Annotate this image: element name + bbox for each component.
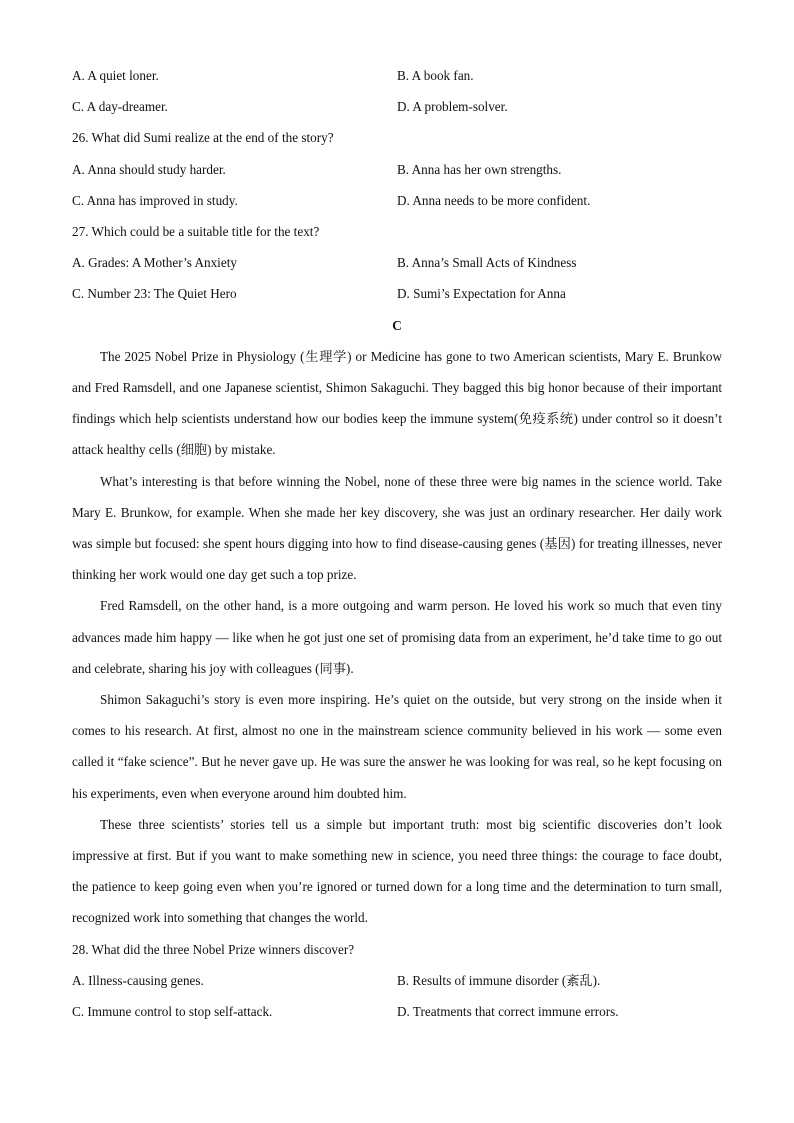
passage-paragraph-1: The 2025 Nobel Prize in Physiology (生理学) or Medicine has gone to two American scientists, Mary E. Brunkow and Fred Ramsdell, and one Japanese scientist, Shimon Sakaguchi. They bagged this big honor because of their important findings which help scientists understand how our bodies keep the immune system(免疫系统) under control so it doesn’t attack healthy cells (细胞) by mistake. bbox=[72, 348, 722, 458]
q27-stem: 27. Which could be a suitable title for the text? bbox=[72, 223, 320, 239]
q27-option-a: A. Grades: A Mother’s Anxiety bbox=[72, 255, 237, 271]
q26-stem: 26. What did Sumi realize at the end of the story? bbox=[72, 130, 334, 146]
q28-option-b: B. Results of immune disorder (紊乱). bbox=[397, 972, 601, 988]
q28-option-a: A. Illness-causing genes. bbox=[72, 972, 204, 988]
q28-option-d: D. Treatments that correct immune errors. bbox=[397, 1003, 619, 1019]
q27-option-b: B. Anna’s Small Acts of Kindness bbox=[397, 255, 577, 271]
section-c-heading: C bbox=[392, 317, 402, 333]
q28-options-row-2 bbox=[72, 996, 722, 1027]
q26-options-row-2 bbox=[72, 185, 722, 216]
q25-options-row-1 bbox=[72, 60, 722, 91]
q27-option-c: C. Number 23: The Quiet Hero bbox=[72, 286, 237, 302]
passage-paragraph-3: Fred Ramsdell, on the other hand, is a more outgoing and warm person. He loved his work so much that even tiny advances made him happy — like when he got just one set of promising data from an experiment, he’d take time to go out and celebrate, sharing his joy with colleagues (同事). bbox=[72, 598, 722, 676]
q25-option-c: C. A day-dreamer. bbox=[72, 99, 168, 115]
passage-paragraph-5: These three scientists’ stories tell us a simple but important truth: most big scientific discoveries don’t look impressive at first. But if you want to make something new in science, you need three things: the courage to face doubt, the patience to keep going even when you’re ignored or turned down for a long time and the determination to turn small, recognized work into something that changes the world. bbox=[72, 816, 722, 926]
q28-stem: 28. What did the three Nobel Prize winners discover? bbox=[72, 941, 355, 957]
q27-options-row-1 bbox=[72, 247, 722, 278]
passage-paragraph-2: What’s interesting is that before winning the Nobel, none of these three were big names in the science world. Take Mary E. Brunkow, for example. When she made her key discovery, she was just an ordinary researcher. Her daily work was simple but focused: she spent hours digging into how to find disease-causing genes (基因) for treating illnesses, never thinking her work would one day get such a top prize. bbox=[72, 473, 722, 583]
q26-option-a: A. Anna should study harder. bbox=[72, 161, 226, 177]
q25-option-d: D. A problem-solver. bbox=[397, 99, 508, 115]
q27-option-d: D. Sumi’s Expectation for Anna bbox=[397, 286, 566, 302]
q25-option-a: A. A quiet loner. bbox=[72, 68, 159, 83]
exam-page bbox=[72, 60, 722, 1027]
passage-paragraph-4: Shimon Sakaguchi’s story is even more inspiring. He’s quiet on the outside, but very strong on the inside when it comes to his research. At first, almost no one in the mainstream science community believed in his work — some even called it “fake science”. But he never gave up. He was sure the answer he was looking for was real, so he kept focusing on his experiments, even when everyone around him doubted him. bbox=[72, 691, 722, 801]
q25-options-row-2 bbox=[72, 91, 722, 122]
q26-option-d: D. Anna needs to be more confident. bbox=[397, 192, 591, 208]
q26-option-c: C. Anna has improved in study. bbox=[72, 192, 238, 208]
q25-option-b: B. A book fan. bbox=[397, 68, 474, 83]
q27-options-row-2 bbox=[72, 278, 722, 309]
q26-option-b: B. Anna has her own strengths. bbox=[397, 161, 562, 177]
q28-option-c: C. Immune control to stop self-attack. bbox=[72, 1003, 273, 1019]
q28-options-row-1 bbox=[72, 965, 722, 996]
q26-options-row-1 bbox=[72, 154, 722, 185]
